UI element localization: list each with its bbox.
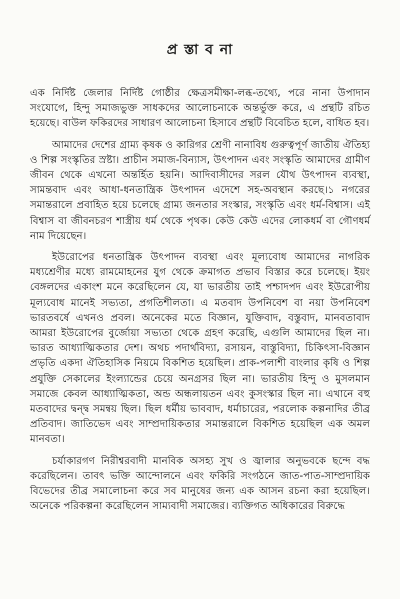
page-title: প্র স্তা ব না	[166, 42, 234, 58]
paragraph-1: এক নির্দিষ্ট জেলার নির্দিষ্ট গোষ্ঠীর ক্ষেত্রসমীক্ষা-লব্ধ-তথ্যে, পরে নানা উপাদান সংযোগে, হিন্দু সমাজভুক্ত সাধকদের আলোচনাকে অন্তর্ভুক্ত করে, এ প্রন্থটি রচিত হয়েছে। বাউল ফকিরদের সাধারণ আলোচনা হিসাবে প্রন্থটি বিবেচিত হলে, বাধিত হব।	[30, 88, 370, 130]
paragraph-3: ইউরোপের ধনতান্ত্রিক উৎপাদন ব্যবস্থা এবং মূল্যবোধ আমাদের নাগরিক মধ্যশ্রেণীর মধ্যে রামমোহনের যুগ থেকে ক্রমাগত প্রভাব বিস্তার করে চলেছে। ইয়ং বেঙ্গলদের একাংশ মনে করেছিলেন যে, যা ভারতীয় তাই পশ্চাদপদ এবং ইউরোপীয় মূল্যবোধ মানেই সভ্যতা, প্রগতিশীলতা। এ মতবাদ উপনিবেশ বা নয়া উপনিবেশ ভারতবর্ষে এখনও প্রবল। অনেকের মতে বিজ্ঞান, যুক্তিবাদ, বস্তুবাদ, মানবতাবাদ আমরা ইউরোপের বুর্জোয়া সভ্যতা থেকে গ্রহণ করেছি, এগুলি আমাদের ছিল না। ভারত আধ্যাত্মিকতার দেশ। অথচ পদার্থবিদ্যা, রসায়ন, বাস্তুবিদ্যা, চিকিৎসা-বিজ্ঞান প্রভৃতি একদা ঐতিহাসিক নিয়মে বিকশিত হয়েছিল। প্রাক-পলাশী বাংলার কৃষি ও শিল্প প্রযুক্তি সেকালের ইংল্যান্ডের চেয়ে অনগ্রসর ছিল না। ভারতীয় হিন্দু ও মুসলমান সমাজে কেবল আধ্যাত্মিকতা, অন্ড অন্ধলায়তন এবং কুসংস্কার ছিল না। এখানে বহু মতবাদের দ্বন্দ্ব সমন্বয় ছিল। ছিল ধর্মীয় ভাববাদ, ধর্মাচারের, পরলোক কল্পনাদির তীব্র প্রতিবাদ। জাতিভেদ এবং সাম্প্রদায়িকতার সমান্তরালে বিকশিত হয়েছিল এক অমল মানবতা।	[30, 252, 370, 446]
paragraph-4: চর্যাকারগণ নিরীশ্বরবাদী মানবিক অসহ্য সুখ ও জ্বালার অনুভবকে ছন্দে বদ্ধ করেছিলেন। তাবৎ ভক্তি আন্দোলনে এবং ফকিরি সংগঠনে জাত-পাত-সাম্প্রদায়িক বিভেদের তীব্র সমালোচনা করে সব মানুষের জন্য এক আসন রচনা করা হয়েছিল। অনেকে পরিকল্পনা করেছিলেন সাম্যবাদী সমাজের। ব্যক্তিগত অধিকারের বিরুদ্ধে	[30, 455, 370, 513]
paragraph-2: আমাদের দেশের গ্রাম্য কৃষক ও কারিগর শ্রেণী নানাবিধ গুরুত্বপূর্ণ জাতীয় ঐতিহ্য ও শিল্প সংস্কৃতির স্রষ্টা। প্রাচীন সমাজ-বিন্যাস, উৎপাদন এবং সংস্কৃতি আমাদের গ্রামীণ জীবন থেকে এখনো অন্তর্হিত হয়নি। আদিবাসীদের সরল যৌথ উৎপাদন ব্যবস্থা, সামন্তবাদ এবং আধা-ধনতান্ত্রিক উৎপাদন এদেশে সহ-অবস্থান করছে।১ নগরের সমান্তরালে প্রবাহিত হয়ে চলেছে গ্রাম্য জনতার সংস্কার, সংস্কৃতি এবং ধর্ম-বিশ্বাস। এই বিশ্বাস বা জীবনচরণ শাস্ত্রীয় ধর্ম থেকে পৃথক। কেউ কেউ এদের লোকধর্ম বা গৌণধর্ম নাম দিয়েছেন।	[30, 139, 370, 242]
